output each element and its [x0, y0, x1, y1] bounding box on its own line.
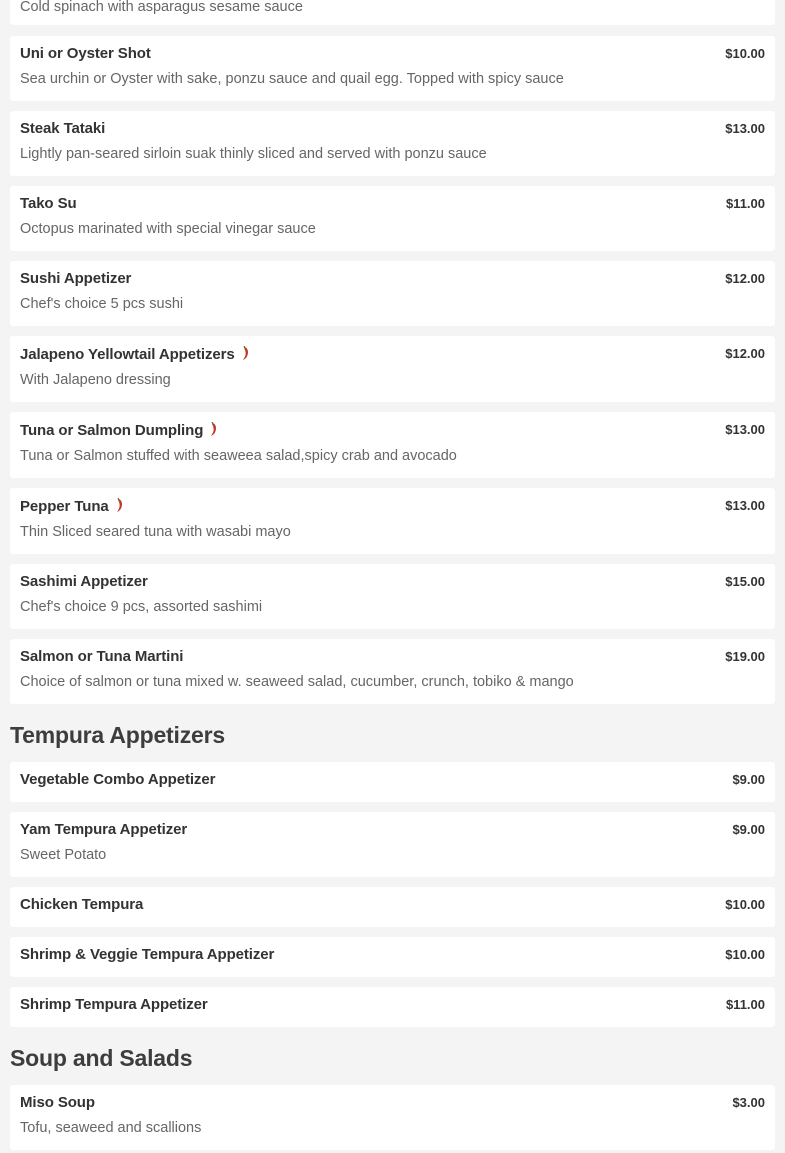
item-price: $11.00	[725, 997, 765, 1012]
item-price: $13.00	[725, 422, 765, 437]
item-name: Salmon or Tuna Martini	[20, 648, 184, 665]
item-price: $13.00	[725, 498, 765, 513]
menu-item-card[interactable]	[10, 186, 775, 251]
item-name: Yam Tempura Appetizer	[20, 821, 188, 838]
menu-item-card[interactable]	[10, 488, 775, 554]
item-description: Sea urchin or Oyster with sake, ponzu sauce and quail egg. Topped with spicy sauce	[20, 71, 564, 87]
item-price: $11.00	[725, 196, 765, 211]
chili-pepper-icon	[115, 498, 124, 513]
menu-item-card[interactable]	[10, 812, 775, 877]
item-name-row	[20, 346, 250, 363]
menu-item-card[interactable]	[10, 762, 775, 802]
menu-item-card[interactable]	[10, 639, 775, 704]
menu-item-card[interactable]	[10, 36, 775, 101]
menu-item-card[interactable]	[10, 887, 775, 927]
section-title-soup-salads: Soup and Salads	[10, 1045, 193, 1071]
item-name: Jalapeno Yellowtail Appetizers	[20, 346, 235, 363]
item-description: With Jalapeno dressing	[20, 372, 171, 388]
item-description: Chef's choice 9 pcs, assorted sashimi	[20, 599, 263, 615]
item-price: $13.00	[725, 121, 765, 136]
item-name: Vegetable Combo Appetizer	[20, 771, 216, 788]
chili-pepper-icon	[241, 346, 250, 361]
item-description: Choice of salmon or tuna mixed w. seaweed salad, cucumber, crunch, tobiko & mango	[20, 674, 574, 690]
item-description: Chef's choice 5 pcs sushi	[20, 296, 184, 312]
menu-item-card[interactable]	[10, 937, 775, 977]
menu-item-card[interactable]	[10, 0, 775, 25]
menu-item-card[interactable]	[10, 412, 775, 478]
menu-item-card[interactable]	[10, 111, 775, 176]
item-name: Tako Su	[20, 195, 77, 212]
item-price: $12.00	[725, 346, 765, 361]
item-name: Shrimp & Veggie Tempura Appetizer	[20, 946, 275, 963]
item-name: Pepper Tuna	[20, 498, 109, 515]
item-price: $12.00	[725, 271, 765, 286]
item-price: $19.00	[725, 649, 765, 664]
item-description: Thin Sliced seared tuna with wasabi mayo	[20, 524, 291, 540]
item-name: Chicken Tempura	[20, 896, 144, 913]
item-name: Shrimp Tempura Appetizer	[20, 996, 208, 1013]
menu-item-card[interactable]	[10, 564, 775, 629]
item-description: Tuna or Salmon stuffed with seaweea salad,spicy crab and avocado	[20, 448, 457, 464]
menu-item-card[interactable]	[10, 1085, 775, 1150]
item-price: $10.00	[725, 46, 765, 61]
item-description: Sweet Potato	[20, 847, 107, 863]
item-description: Tofu, seaweed and scallions	[20, 1120, 202, 1136]
item-price: $9.00	[732, 772, 765, 787]
item-name: Sushi Appetizer	[20, 270, 132, 287]
item-price: $9.00	[732, 822, 765, 837]
item-price: $10.00	[725, 947, 765, 962]
item-name: Uni or Oyster Shot	[20, 45, 151, 62]
item-name: Miso Soup	[20, 1094, 95, 1111]
item-name: Tuna or Salmon Dumpling	[20, 422, 204, 439]
item-price: $3.00	[732, 1095, 765, 1110]
item-name-row	[20, 498, 124, 515]
item-name-row	[20, 422, 218, 439]
item-price: $15.00	[725, 574, 765, 589]
item-name: Steak Tataki	[20, 120, 106, 137]
menu-item-card[interactable]	[10, 261, 775, 326]
menu-item-card[interactable]	[10, 336, 775, 402]
item-price: $10.00	[725, 897, 765, 912]
item-description: Cold spinach with asparagus sesame sauce	[20, 0, 303, 15]
item-name: Sashimi Appetizer	[20, 573, 148, 590]
item-description: Lightly pan-seared sirloin suak thinly sliced and served with ponzu sauce	[20, 146, 487, 162]
menu-item-card[interactable]	[10, 987, 775, 1027]
section-title-tempura: Tempura Appetizers	[10, 722, 225, 748]
chili-pepper-icon	[209, 422, 218, 437]
item-description: Octopus marinated with special vinegar sauce	[20, 221, 316, 237]
